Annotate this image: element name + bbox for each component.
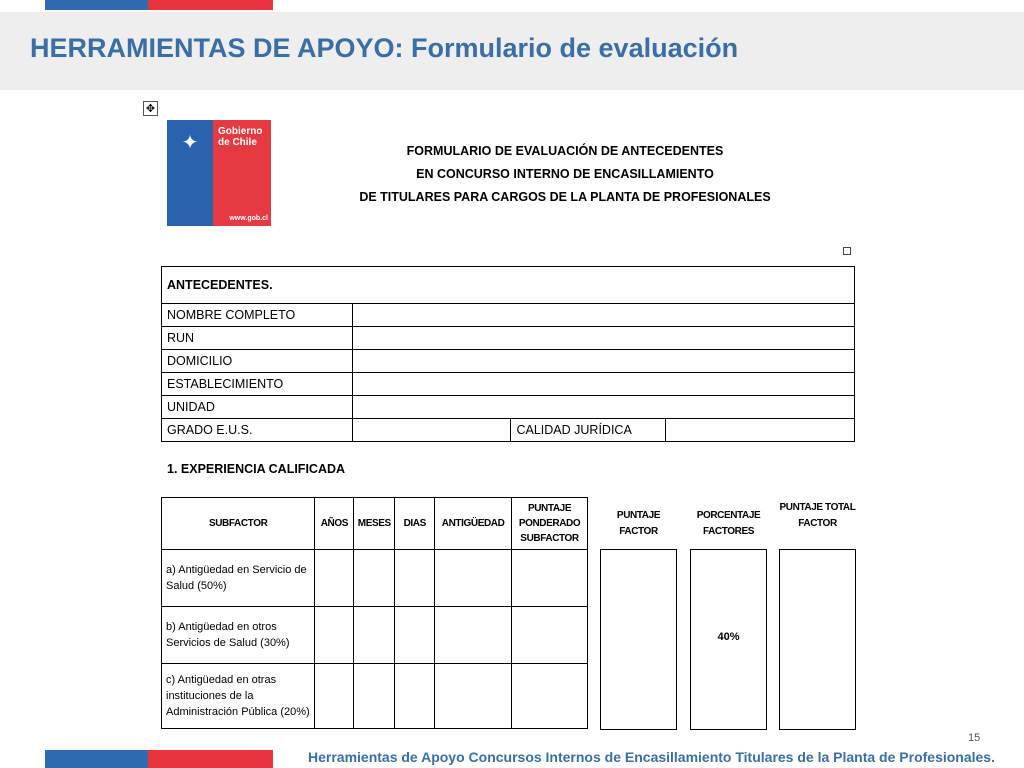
anos-cell[interactable] — [315, 664, 354, 729]
table-row — [162, 350, 855, 373]
form-heading-line: EN CONCURSO INTERNO DE ENCASILLAMIENTO — [416, 167, 714, 181]
table-row — [162, 304, 855, 327]
top-stripe-red — [148, 0, 273, 10]
bottom-stripe-blue — [45, 750, 148, 768]
footer-text: Herramientas de Apoyo Concursos Internos de Encasillamiento Titulares de la Planta de Profesionales. — [308, 749, 995, 765]
calidad-juridica-field[interactable] — [666, 419, 855, 442]
anos-cell[interactable] — [315, 550, 354, 607]
unidad-field[interactable] — [352, 396, 854, 419]
table-row — [162, 607, 588, 664]
page-number: 15 — [968, 732, 981, 744]
logo-name-line1: Gobierno — [218, 126, 263, 137]
puntaje-total-header: PUNTAJE TOTAL FACTOR — [779, 502, 856, 529]
establecimiento-field[interactable] — [352, 373, 854, 396]
dias-cell[interactable] — [395, 607, 435, 664]
table-row — [162, 396, 855, 419]
antiguedad-cell[interactable] — [435, 607, 512, 664]
table-header-row — [162, 498, 588, 550]
antecedentes-title: ANTECEDENTES. — [162, 267, 855, 304]
experiencia-table — [161, 497, 588, 729]
bottom-stripe-red — [148, 750, 273, 768]
column-header: SUBFACTOR — [162, 498, 315, 550]
gobierno-de-chile-logo — [167, 120, 271, 226]
form-heading — [330, 140, 800, 209]
puntaje-total-box[interactable] — [779, 549, 856, 730]
logo-url: www.gob.cl — [229, 215, 268, 222]
porcentaje-value: 40% — [717, 631, 740, 643]
field-label: DOMICILIO — [162, 350, 353, 373]
porcentaje-factores-box — [690, 549, 767, 730]
field-label: UNIDAD — [162, 396, 353, 419]
meses-cell[interactable] — [354, 607, 395, 664]
form-heading-line: FORMULARIO DE EVALUACIÓN DE ANTECEDENTES — [406, 144, 724, 158]
field-label: CALIDAD JURÍDICA — [511, 419, 666, 442]
puntaje-ponderado-cell[interactable] — [512, 607, 588, 664]
anos-cell[interactable] — [315, 607, 354, 664]
puntaje-factor-box[interactable] — [600, 549, 677, 730]
logo-text — [218, 126, 262, 148]
column-header: AÑOS — [315, 498, 354, 550]
dias-cell[interactable] — [395, 664, 435, 729]
meses-cell[interactable] — [354, 664, 395, 729]
puntaje-factor-header: PUNTAJE FACTOR — [616, 510, 661, 537]
subfactor-label: c) Antigüedad en otras instituciones de la Administración Pública (20%) — [162, 664, 315, 729]
top-stripe-blue — [45, 0, 148, 10]
nombre-completo-field[interactable] — [352, 304, 854, 327]
field-label: RUN — [162, 327, 353, 350]
column-header: PUNTAJE PONDERADO SUBFACTOR — [512, 498, 588, 550]
slide-title: HERRAMIENTAS DE APOYO: Formulario de evaluación — [30, 33, 739, 63]
subfactor-label: a) Antigüedad en Servicio de Salud (50%) — [162, 550, 315, 607]
table-row — [162, 664, 588, 729]
column-header: ANTIGÜEDAD — [435, 498, 512, 550]
subfactor-label: b) Antigüedad en otros Servicios de Salud (30%) — [162, 607, 315, 664]
checkbox-marker[interactable] — [843, 247, 851, 255]
field-label: GRADO E.U.S. — [162, 419, 353, 442]
field-label: ESTABLECIMIENTO — [162, 373, 353, 396]
run-field[interactable] — [352, 327, 854, 350]
logo-name-line2: de Chile — [218, 137, 257, 148]
grado-field[interactable] — [352, 419, 511, 442]
meses-cell[interactable] — [354, 550, 395, 607]
table-row — [162, 373, 855, 396]
antiguedad-cell[interactable] — [435, 550, 512, 607]
section-title: 1. EXPERIENCIA CALIFICADA — [167, 462, 346, 476]
table-row — [162, 550, 588, 607]
table-row — [162, 267, 855, 304]
antiguedad-cell[interactable] — [435, 664, 512, 729]
move-handle-icon[interactable]: ✥ — [143, 101, 158, 116]
chile-coat-of-arms-icon: ✦ — [181, 130, 199, 154]
puntaje-ponderado-cell[interactable] — [512, 550, 588, 607]
column-header: DIAS — [395, 498, 435, 550]
dias-cell[interactable] — [395, 550, 435, 607]
domicilio-field[interactable] — [352, 350, 854, 373]
table-row — [162, 419, 855, 442]
table-row — [162, 327, 855, 350]
puntaje-ponderado-cell[interactable] — [512, 664, 588, 729]
porcentaje-factores-header: PORCENTAJE FACTORES — [696, 510, 761, 537]
field-label: NOMBRE COMPLETO — [162, 304, 353, 327]
form-heading-line: DE TITULARES PARA CARGOS DE LA PLANTA DE PROFESIONALES — [359, 190, 771, 204]
antecedentes-table — [161, 266, 855, 442]
column-header: MESES — [354, 498, 395, 550]
